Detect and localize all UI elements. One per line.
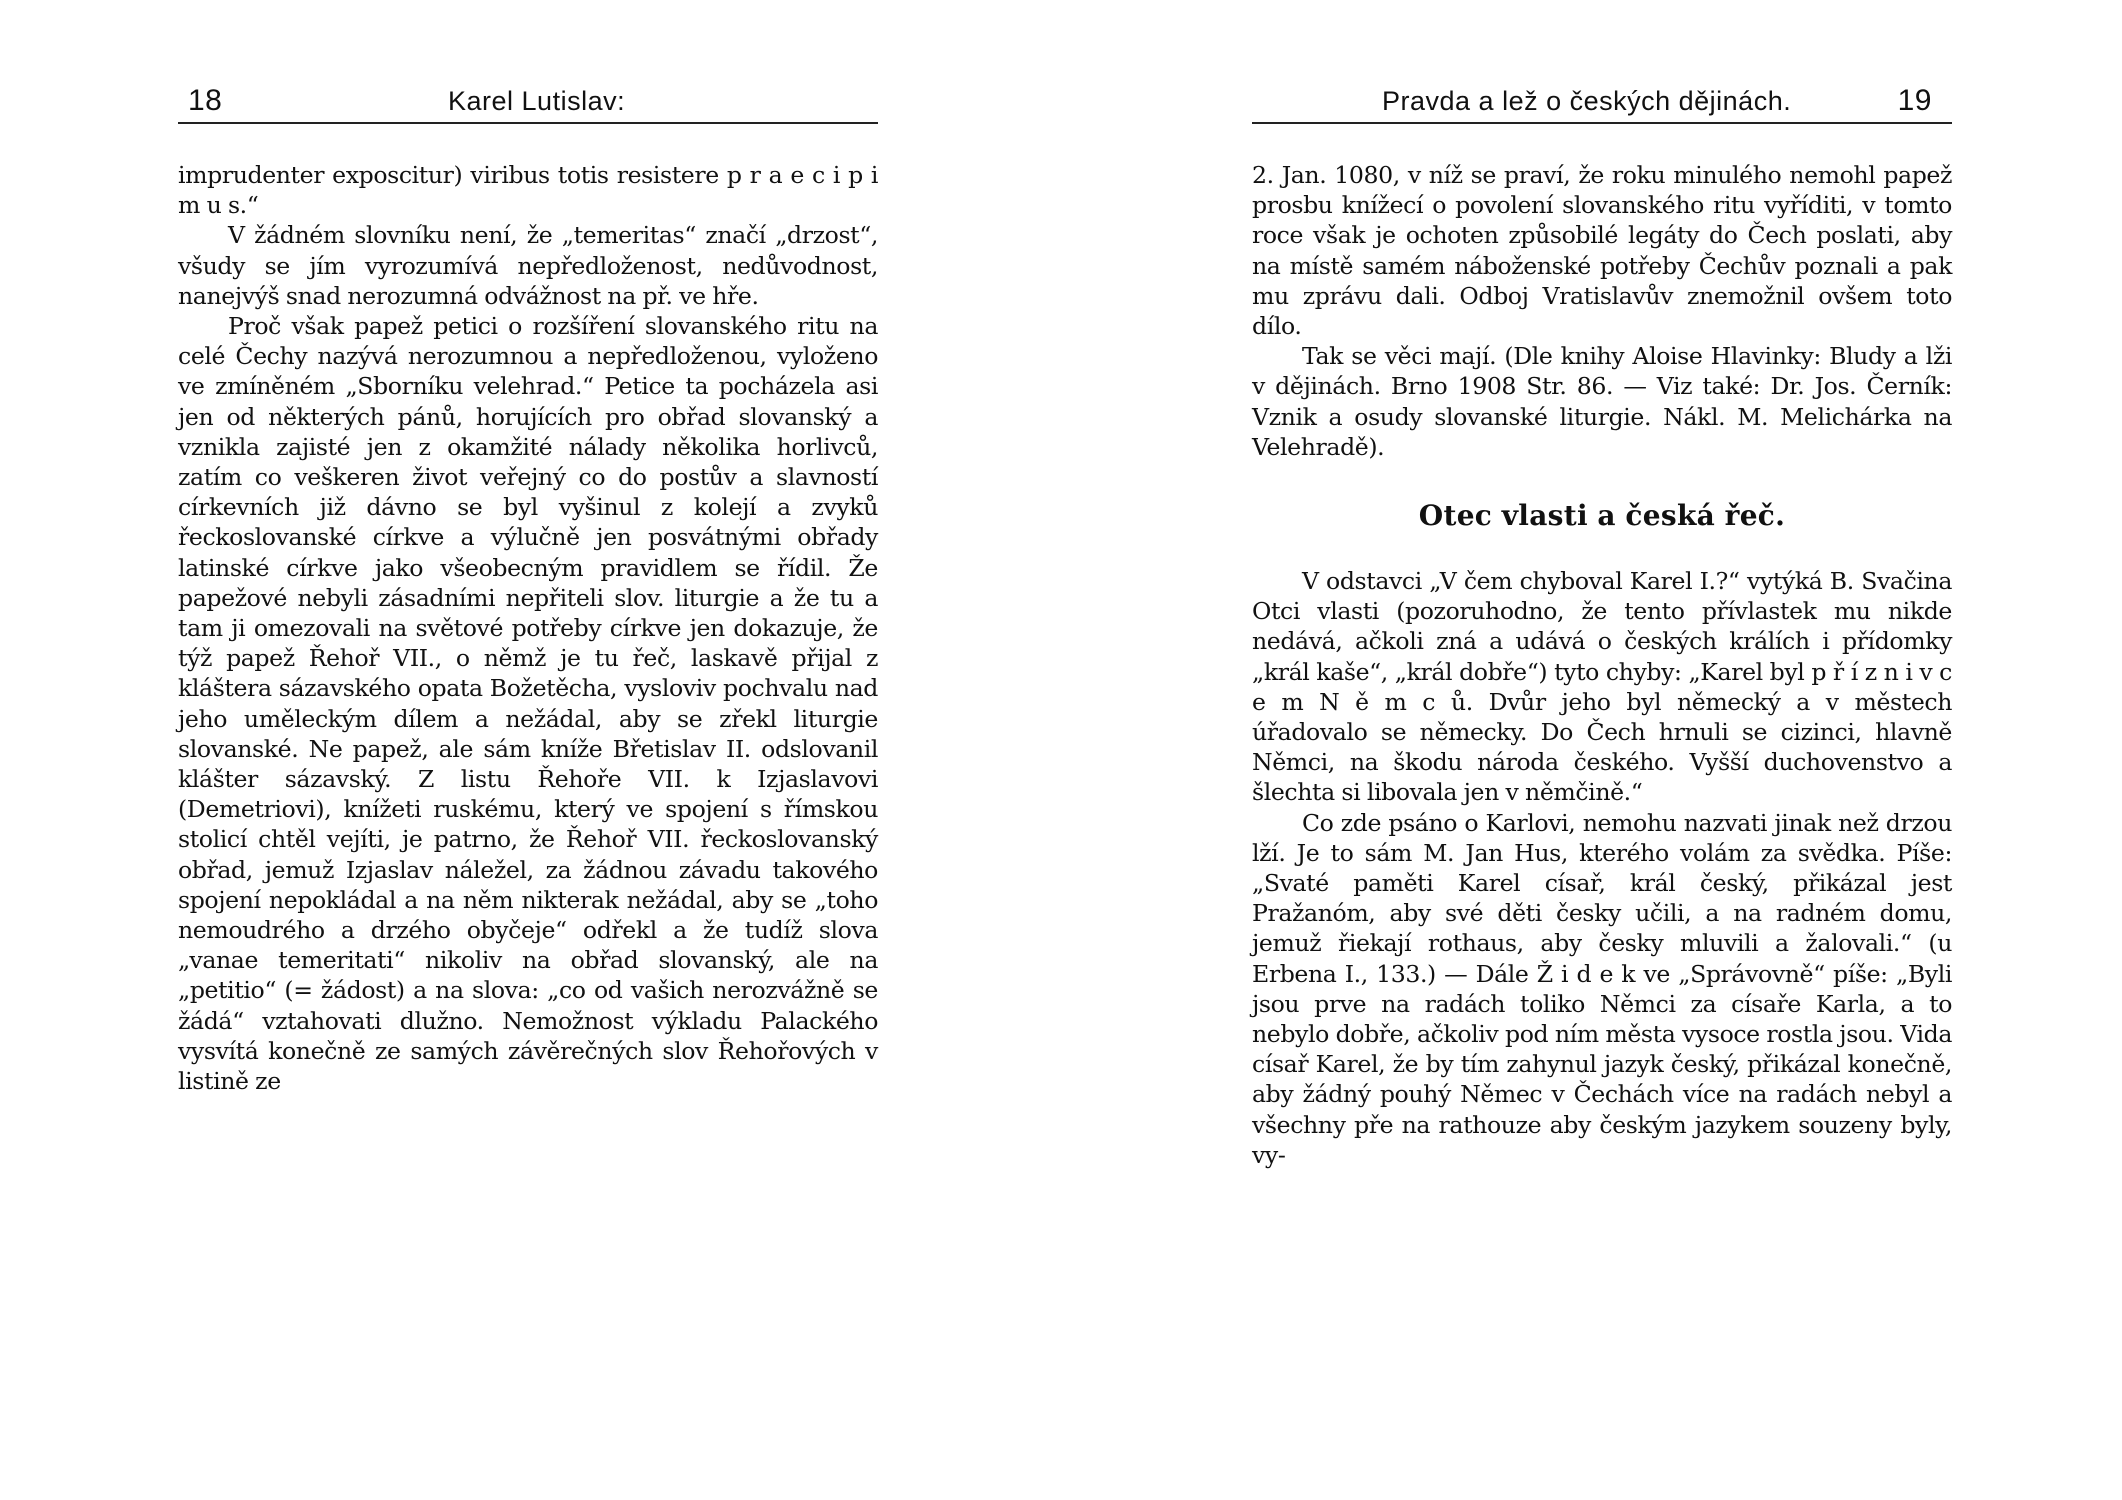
right-paragraph-4: Co zde psáno o Karlovi, nemohu nazvati jinak než drzou lží. Je to sám M. Jan Hus, kterého volám za svědka. Píše: „Svaté paměti Karel císař, král český, přikázal jest Pražanóm, aby své děti česky učili, a na radném domu, jemuž řiekají rothaus, aby česky mluvili a žalovali.“ (u Erbena I., 133.) — Dále Ž i d e k ve „Správovně“ píše: „Byli jsou prve na radách toliko Němci za císaře Karla, a to nebylo dobře, ačkoliv pod ním města vysoce rostla jsou. Vida císař Karel, že by tím zahynul jazyk český, přikázal konečně, aby žádný pouhý Němec v Čechách více na radách nebyl a všechny pře na rathouze aby českým jazykem souzeny byly, vy-: [1252, 808, 1952, 1169]
right-body-text: [1252, 160, 1952, 1170]
right-running-head: [1252, 80, 1952, 124]
left-paragraph-2: V žádném slovníku není, že „temeritas“ značí „drzost“, všudy se jím vyrozumívá nepředloženost, nedůvodnost, nanejvýš snad nerozumná odvážnost na př. ve hře.: [178, 221, 878, 310]
right-paragraph-2: Tak se věci mají. (Dle knihy Aloise Hlavinky: Bludy a lži v dějinách. Brno 1908 Str. 86. — Viz také: Dr. Jos. Černík: Vznik a osudy slovanské liturgie. Nákl. M. Melichárka na Velehradě).: [1252, 342, 1952, 461]
left-running-head: [178, 80, 878, 124]
right-paragraph-1: 2. Jan. 1080, v níž se praví, že roku minulého nemohl papež prosbu knížecí o povolení slovanského ritu vyříditi, v tomto roce však je ochoten způsobilé legáty do Čech poslati, aby na místě samém náboženské potřeby Čechův poznali a pak mu zprávu dali. Odboj Vratislavův znemožnil ovšem toto dílo.: [1252, 161, 1952, 341]
right-page-number: 19: [1897, 84, 1932, 117]
left-body-text: [178, 160, 878, 1096]
left-page: [178, 80, 878, 1096]
left-paragraph-3: Proč však papež petici o rozšíření slovanského ritu na celé Čechy nazývá nerozumnou a nepředloženou, vyloženo ve zmíněném „Sborníku velehrad.“ Petice ta pocházela asi jen od některých pánů, horujících pro obřad slovanský a vznikla zajisté jen z okamžité nálady několika horlivců, zatím co veškeren život veřejný co do postův a slavností církevních již dávno se byl vyšinul z kolejí a zvyků řeckoslovanské církve a výlučně jen posvátnými obřady latinské církve jako všeobecným pravidlem se řídil. Že papežové nebyli zásadními nepřiteli slov. liturgie a že tu a tam ji omezovali na světové potřeby církve jen dokazuje, že týž papež Řehoř VII., o němž je tu řeč, laskavě přijal z kláštera sázavského opata Božetěcha, vysloviv pochvalu nad jeho uměleckým dílem a nežádal, aby se zřekl liturgie slovanské. Ne papež, ale sám kníže Břetislav II. odslovanil klášter sázavský. Z listu Řehoře VII. k Izjaslavovi (Demetriovi), knížeti ruskému, který ve spojení s římskou stolicí chtěl vejíti, je patrno, že Řehoř VII. řeckoslovanský obřad, jemuž Izjaslav náležel, za žádnou závadu takového spojení nepokládal a na něm nikterak nežádal, aby se „toho nemoudrého a drzého obyčeje“ odřekl a že tudíž slova „vanae temeritati“ nikoliv na obřad slovanský, ale na „petitio“ (= žádost) a na slova: „co od vašich nerozvážně se žádá“ vztahovati dlužno. Nemožnost výkladu Palackého vysvítá konečně ze samých závěrečných slov Řehořových v listině ze: [178, 312, 878, 1096]
right-running-title: Pravda a lež o českých dějinách.: [1382, 86, 1792, 116]
left-page-number: 18: [188, 84, 223, 117]
section-heading: Otec vlasti a česká řeč.: [1418, 499, 1786, 533]
right-paragraph-3: V odstavci „V čem chyboval Karel I.?“ vytýká B. Svačina Otci vlasti (pozoruhodno, že tento přívlastek mu nikde nedává, ačkoli zná a udává o českých králích i přídomky „král kaše“, „král dobře“) tyto chyby: „Karel byl p ř í z n i v c e m N ě m c ů. Dvůr jeho byl německý a v městech úřadovalo se německy. Do Čech hrnuli se cizinci, hlavně Němci, na škodu národa českého. Vyšší duchovenstvo a šlechta si libovala jen v němčině.“: [1252, 567, 1952, 807]
left-running-title: Karel Lutislav:: [448, 86, 626, 116]
right-page: [1252, 80, 1952, 1170]
left-paragraph-1: imprudenter exposcitur) viribus totis resistere p r a e c i p i m u s.“: [178, 161, 878, 220]
